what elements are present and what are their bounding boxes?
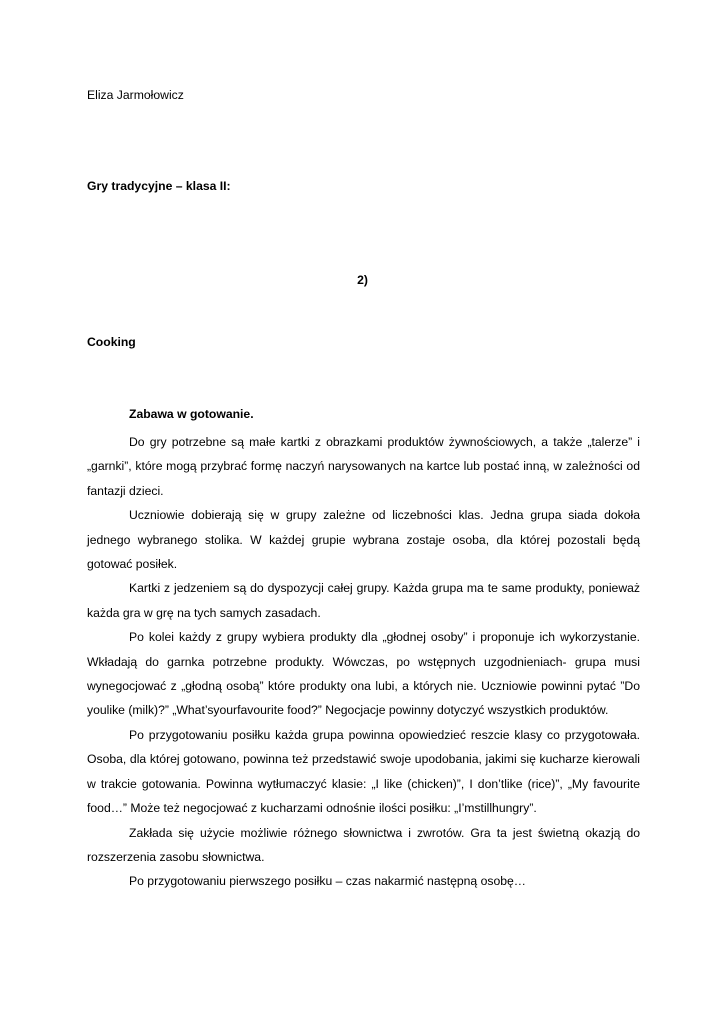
paragraph: Po przygotowaniu pierwszego posiłku – czas nakarmić następną osobę… (129, 874, 526, 889)
author-name: Eliza Jarmołowicz (87, 88, 184, 102)
document-heading: Gry tradycyjne – klasa II: (87, 179, 231, 193)
paragraph: Do gry potrzebne są małe kartki z obrazkami produktów żywnościowych, a także „talerze” i „garnki”, które mogą przybrać formę naczyń narysowanych na kartce lub postać inną, w zależności od fantazji dzieci. (87, 435, 640, 498)
paragraph: Po przygotowaniu posiłku każda grupa powinna opowiedzieć reszcie klasy co przygotowała. Osoba, dla której gotowano, powinna też przedstawić swoje upodobania, jakimi się kucharze kierowali w trakcie gotowania. Powinna wytłumaczyć klasie: „I like (chicken)”, I don’tlike (rice)”, „My favourite food…” Może też negocjować z kucharzami odnośnie ilości posiłku: „I’mstillhungry”. (87, 727, 640, 816)
game-subtitle: Zabawa w gotowanie. (129, 407, 254, 421)
section-number: 2) (357, 273, 368, 287)
section-title: Cooking (87, 335, 136, 349)
paragraph: Uczniowie dobierają się w grupy zależne od liczebności klas. Jedna grupa siada dokoła jednego wybranego stolika. W każdej grupie wybrana zostaje osoba, dla której pozostali będą gotować posiłek. (87, 508, 640, 572)
paragraph: Po kolei każdy z grupy wybiera produkty dla „głodnej osoby” i proponuje ich wykorzystanie. Wkładają do garnka potrzebne produkty. Wówczas, po wstępnych uzgodnieniach- grupa musi wynegocjować z „głodną osobą” które produkty ona lubi, a których nie. Uczniowie powinni pytać ”Do youlike (milk)?” „What’syourfavourite food?” Negocjacje powinny dotyczyć wszystkich produktów. (87, 630, 640, 718)
document-body (87, 430, 640, 894)
paragraph: Zakłada się użycie możliwie różnego słownictwa i zwrotów. Gra ta jest świetną okazją do rozszerzenia zasobu słownictwa. (87, 825, 640, 864)
paragraph: Kartki z jedzeniem są do dyspozycji całej grupy. Każda grupa ma te same produkty, ponieważ każda gra w grę na tych samych zasadach. (87, 581, 640, 620)
